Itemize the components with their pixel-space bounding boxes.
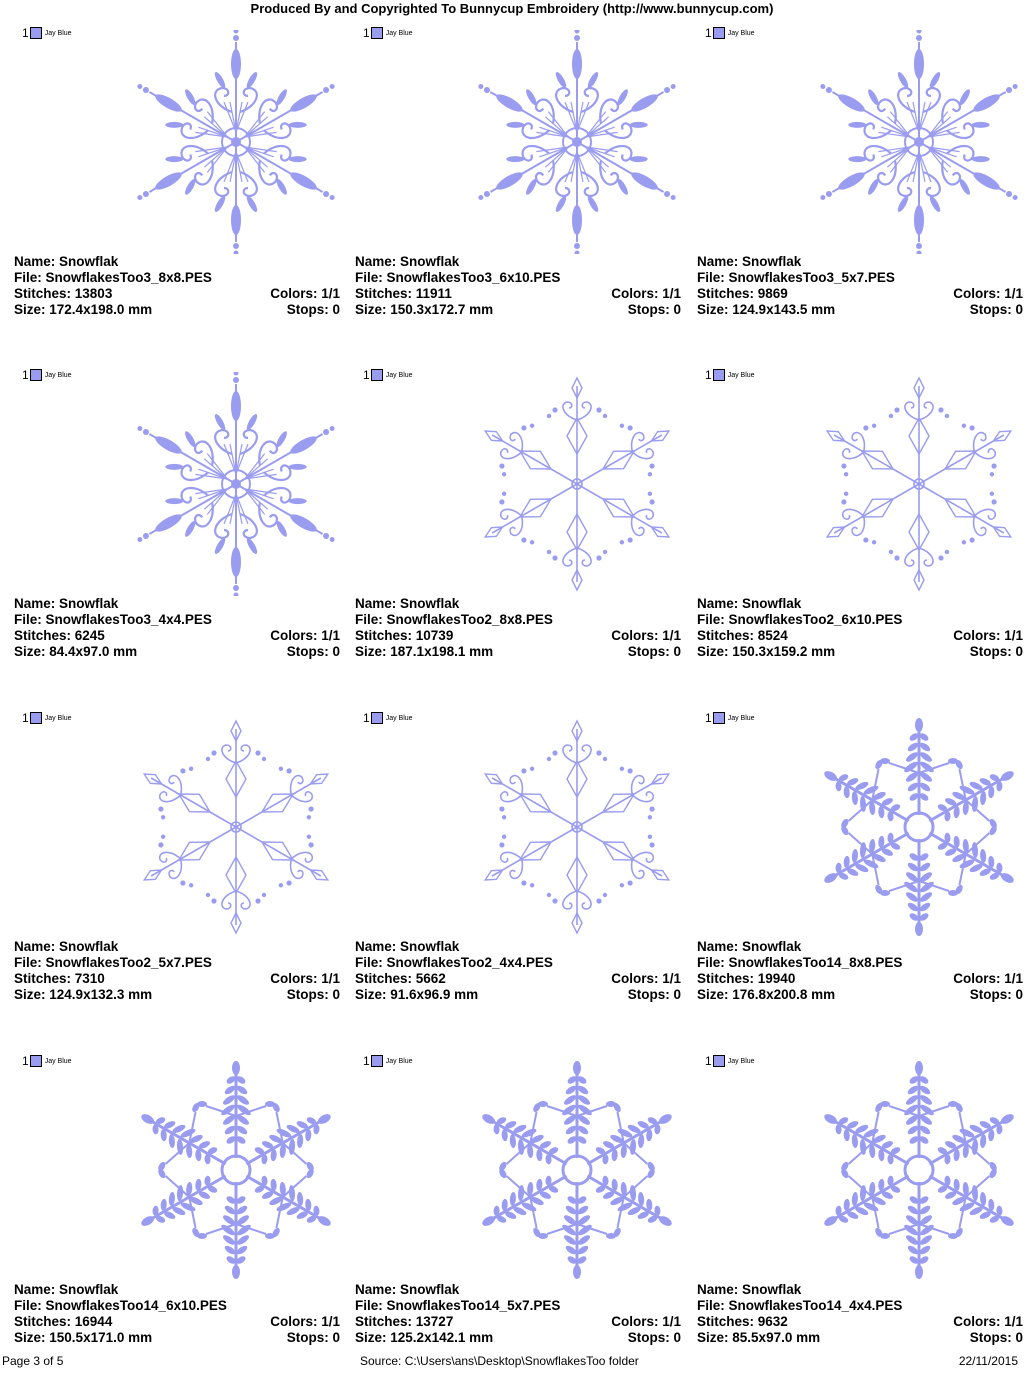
design-stitches: Stitches: 6245 Colors: 1/1	[14, 628, 340, 643]
design-colors: Colors: 1/1	[953, 971, 1023, 986]
snowflake-image	[124, 30, 348, 254]
thread-legend	[363, 368, 413, 382]
design-name: Name: Snowflak	[355, 254, 460, 269]
thread-swatch	[30, 1055, 42, 1067]
design-stitches: Stitches: 10739 Colors: 1/1	[355, 628, 681, 643]
page-footer	[0, 1354, 1024, 1370]
design-info	[14, 596, 340, 660]
design-name: Name: Snowflak	[14, 939, 119, 954]
design-size: Size: 91.6x96.9 mm Stops: 0	[355, 987, 681, 1002]
design-stitches: Stitches: 5662 Colors: 1/1	[355, 971, 681, 986]
thread-legend	[705, 368, 755, 382]
design-stops: Stops: 0	[969, 644, 1023, 659]
thread-swatch	[30, 369, 42, 381]
thread-swatch	[713, 712, 725, 724]
design-name: Name: Snowflak	[14, 596, 119, 611]
thread-swatch	[371, 1055, 383, 1067]
thread-swatch	[713, 1055, 725, 1067]
thread-legend	[363, 1054, 413, 1068]
thread-number: 1	[705, 368, 712, 382]
design-stitches: Stitches: 13727 Colors: 1/1	[355, 1314, 681, 1329]
design-colors: Colors: 1/1	[270, 971, 340, 986]
design-name: Name: Snowflak	[355, 1282, 460, 1297]
design-file: File: SnowflakesToo3_4x4.PES	[14, 612, 212, 627]
design-card	[697, 24, 1024, 360]
design-stops: Stops: 0	[969, 987, 1023, 1002]
design-colors: Colors: 1/1	[611, 1314, 681, 1329]
design-stops: Stops: 0	[627, 644, 681, 659]
design-file: File: SnowflakesToo3_6x10.PES	[355, 270, 561, 285]
thread-legend	[22, 711, 72, 725]
design-file: File: SnowflakesToo2_5x7.PES	[14, 955, 212, 970]
design-file: File: SnowflakesToo14_8x8.PES	[697, 955, 903, 970]
design-colors: Colors: 1/1	[270, 1314, 340, 1329]
thread-name: Jay Blue	[385, 371, 413, 379]
thread-name: Jay Blue	[44, 29, 72, 37]
design-stitches: Stitches: 11911 Colors: 1/1	[355, 286, 681, 301]
thread-legend	[22, 26, 72, 40]
design-name: Name: Snowflak	[14, 254, 119, 269]
design-card	[355, 24, 685, 360]
thread-name: Jay Blue	[44, 1057, 72, 1065]
design-file: File: SnowflakesToo14_6x10.PES	[14, 1298, 227, 1313]
design-stops: Stops: 0	[627, 987, 681, 1002]
design-info	[697, 254, 1023, 318]
snowflake-image	[465, 1058, 689, 1282]
design-card	[14, 366, 344, 702]
design-stitches: Stitches: 16944 Colors: 1/1	[14, 1314, 340, 1329]
design-name: Name: Snowflak	[355, 596, 460, 611]
thread-name: Jay Blue	[385, 1057, 413, 1065]
design-info	[697, 1282, 1023, 1346]
design-file: File: SnowflakesToo3_5x7.PES	[697, 270, 895, 285]
design-name: Name: Snowflak	[697, 596, 802, 611]
snowflake-image	[465, 30, 689, 254]
design-info	[355, 1282, 681, 1346]
design-stops: Stops: 0	[969, 302, 1023, 317]
thread-swatch	[30, 712, 42, 724]
design-card	[697, 366, 1024, 702]
design-stitches: Stitches: 13803 Colors: 1/1	[14, 286, 340, 301]
snowflake-image	[807, 372, 1024, 596]
snowflake-image	[124, 1058, 348, 1282]
design-info	[697, 596, 1023, 660]
design-file: File: SnowflakesToo2_8x8.PES	[355, 612, 553, 627]
thread-number: 1	[363, 26, 370, 40]
design-stops: Stops: 0	[286, 987, 340, 1002]
design-size: Size: 124.9x132.3 mm Stops: 0	[14, 987, 340, 1002]
thread-name: Jay Blue	[727, 29, 755, 37]
thread-number: 1	[705, 26, 712, 40]
design-stitches: Stitches: 19940 Colors: 1/1	[697, 971, 1023, 986]
design-stitches: Stitches: 8524 Colors: 1/1	[697, 628, 1023, 643]
design-stops: Stops: 0	[627, 1330, 681, 1345]
design-size: Size: 150.5x171.0 mm Stops: 0	[14, 1330, 340, 1345]
thread-name: Jay Blue	[44, 371, 72, 379]
design-card	[355, 366, 685, 702]
thread-legend	[363, 711, 413, 725]
snowflake-image	[124, 372, 348, 596]
design-colors: Colors: 1/1	[270, 628, 340, 643]
design-colors: Colors: 1/1	[270, 286, 340, 301]
thread-number: 1	[22, 1054, 29, 1068]
thread-number: 1	[705, 1054, 712, 1068]
design-file: File: SnowflakesToo14_5x7.PES	[355, 1298, 561, 1313]
design-card	[14, 709, 344, 1045]
snowflake-image	[465, 715, 689, 939]
thread-legend	[705, 711, 755, 725]
design-stops: Stops: 0	[969, 1330, 1023, 1345]
thread-swatch	[371, 369, 383, 381]
design-stops: Stops: 0	[286, 644, 340, 659]
thread-number: 1	[22, 26, 29, 40]
thread-number: 1	[22, 711, 29, 725]
design-colors: Colors: 1/1	[953, 628, 1023, 643]
design-card	[14, 24, 344, 360]
design-size: Size: 125.2x142.1 mm Stops: 0	[355, 1330, 681, 1345]
design-stitches: Stitches: 7310 Colors: 1/1	[14, 971, 340, 986]
design-size: Size: 150.3x159.2 mm Stops: 0	[697, 644, 1023, 659]
design-name: Name: Snowflak	[697, 939, 802, 954]
thread-number: 1	[363, 1054, 370, 1068]
design-name: Name: Snowflak	[355, 939, 460, 954]
thread-swatch	[371, 27, 383, 39]
design-info	[355, 254, 681, 318]
design-stops: Stops: 0	[627, 302, 681, 317]
design-stops: Stops: 0	[286, 302, 340, 317]
thread-swatch	[713, 369, 725, 381]
design-info	[14, 254, 340, 318]
thread-number: 1	[363, 711, 370, 725]
design-size: Size: 187.1x198.1 mm Stops: 0	[355, 644, 681, 659]
thread-name: Jay Blue	[727, 1057, 755, 1065]
page-header: Produced By and Copyrighted To Bunnycup Embroidery (http://www.bunnycup.com)	[250, 1, 774, 16]
design-stitches: Stitches: 9869 Colors: 1/1	[697, 286, 1023, 301]
design-colors: Colors: 1/1	[953, 286, 1023, 301]
design-stitches: Stitches: 9632 Colors: 1/1	[697, 1314, 1023, 1329]
design-card	[697, 1052, 1024, 1388]
thread-swatch	[713, 27, 725, 39]
design-info	[355, 596, 681, 660]
print-date: 22/11/2015	[958, 1354, 1018, 1368]
design-file: File: SnowflakesToo2_4x4.PES	[355, 955, 553, 970]
thread-name: Jay Blue	[385, 714, 413, 722]
thread-legend	[22, 368, 72, 382]
snowflake-image	[807, 30, 1024, 254]
design-card	[355, 1052, 685, 1388]
design-name: Name: Snowflak	[14, 1282, 119, 1297]
design-size: Size: 150.3x172.7 mm Stops: 0	[355, 302, 681, 317]
design-info	[14, 939, 340, 1003]
design-size: Size: 124.9x143.5 mm Stops: 0	[697, 302, 1023, 317]
snowflake-image	[807, 715, 1024, 939]
snowflake-image	[465, 372, 689, 596]
thread-legend	[705, 1054, 755, 1068]
design-stops: Stops: 0	[286, 1330, 340, 1345]
design-file: File: SnowflakesToo3_8x8.PES	[14, 270, 212, 285]
thread-number: 1	[705, 711, 712, 725]
design-size: Size: 172.4x198.0 mm Stops: 0	[14, 302, 340, 317]
source-path: Source: C:\Users\ans\Desktop\SnowflakesToo folder	[360, 1354, 639, 1368]
design-card	[14, 1052, 344, 1388]
thread-name: Jay Blue	[727, 714, 755, 722]
page-number: Page 3 of 5	[2, 1354, 64, 1368]
design-info	[697, 939, 1023, 1003]
design-card	[355, 709, 685, 1045]
design-colors: Colors: 1/1	[611, 971, 681, 986]
design-info	[355, 939, 681, 1003]
thread-swatch	[30, 27, 42, 39]
thread-name: Jay Blue	[727, 371, 755, 379]
design-colors: Colors: 1/1	[953, 1314, 1023, 1329]
thread-number: 1	[363, 368, 370, 382]
design-file: File: SnowflakesToo14_4x4.PES	[697, 1298, 903, 1313]
design-colors: Colors: 1/1	[611, 628, 681, 643]
thread-name: Jay Blue	[385, 29, 413, 37]
design-info	[14, 1282, 340, 1346]
thread-legend	[705, 26, 755, 40]
thread-name: Jay Blue	[44, 714, 72, 722]
design-name: Name: Snowflak	[697, 254, 802, 269]
design-colors: Colors: 1/1	[611, 286, 681, 301]
snowflake-image	[807, 1058, 1024, 1282]
design-size: Size: 176.8x200.8 mm Stops: 0	[697, 987, 1023, 1002]
design-size: Size: 85.5x97.0 mm Stops: 0	[697, 1330, 1023, 1345]
design-file: File: SnowflakesToo2_6x10.PES	[697, 612, 903, 627]
thread-legend	[22, 1054, 72, 1068]
design-name: Name: Snowflak	[697, 1282, 802, 1297]
design-card	[697, 709, 1024, 1045]
design-size: Size: 84.4x97.0 mm Stops: 0	[14, 644, 340, 659]
thread-legend	[363, 26, 413, 40]
thread-number: 1	[22, 368, 29, 382]
thread-swatch	[371, 712, 383, 724]
snowflake-image	[124, 715, 348, 939]
